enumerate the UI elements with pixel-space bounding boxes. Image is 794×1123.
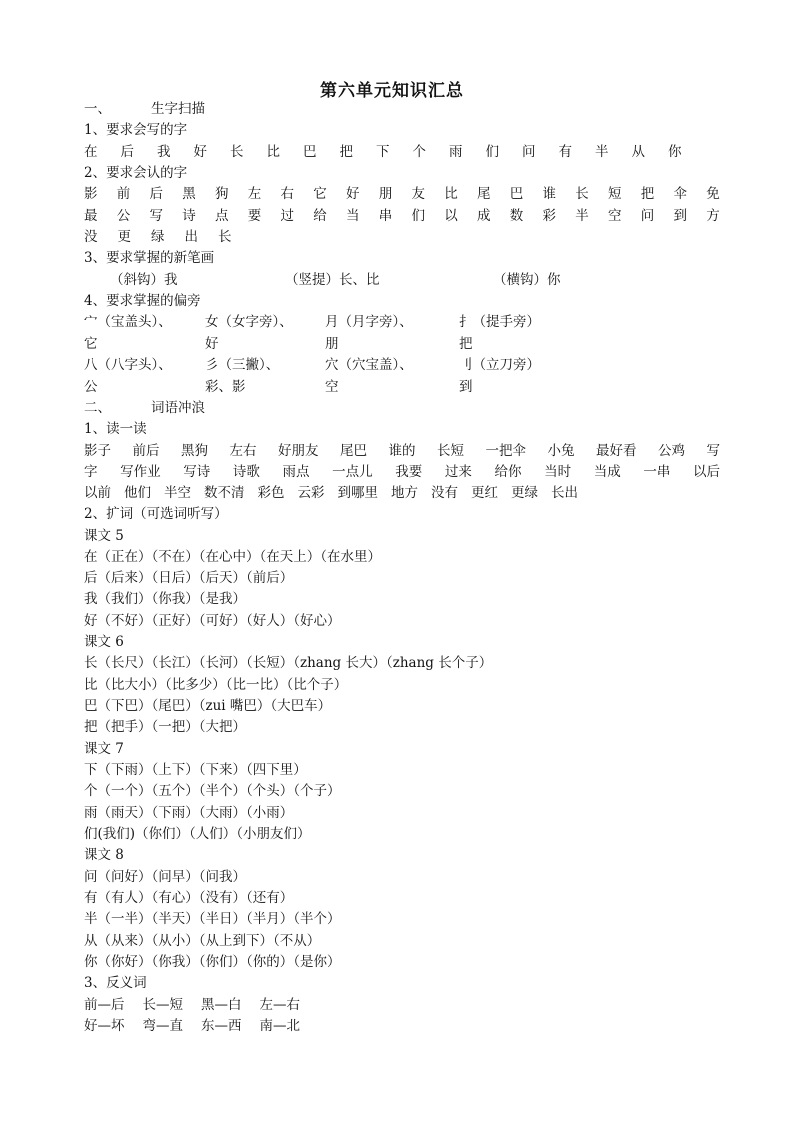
char-item: 们 xyxy=(411,208,425,224)
char-item: 绿 xyxy=(151,229,165,245)
section-number: 一、 xyxy=(84,101,111,117)
antonym-row xyxy=(84,1017,318,1035)
antonym-pair: 长—短 xyxy=(142,997,183,1013)
word-item: 云彩 xyxy=(297,485,325,501)
section-1-heading xyxy=(84,100,205,118)
char-item: 写 xyxy=(149,208,163,224)
word-item: 诗歌 xyxy=(232,464,260,480)
char-item: 彩 xyxy=(542,208,556,224)
antonym-pair: 前—后 xyxy=(84,997,125,1013)
char-item: 长 xyxy=(218,229,232,245)
expansion-line: 在（正在）（不在）（在心中）（在天上）（在水里） xyxy=(84,549,381,565)
expansion-line: 你（你好）（你我）（你们）（你的）（是你） xyxy=(84,954,341,970)
antonym-pair: 东—西 xyxy=(201,1018,242,1034)
word-item: 没有 xyxy=(431,485,458,501)
char-item: 公 xyxy=(116,208,131,224)
word-item: 更红 xyxy=(471,485,498,501)
word-item: 长短 xyxy=(437,443,464,459)
read-chars-row xyxy=(84,228,252,246)
char-item: 巴 xyxy=(303,144,317,160)
char-item: 比 xyxy=(266,144,280,160)
word-item: 过来 xyxy=(444,464,472,480)
word-item: 写诗 xyxy=(183,464,211,480)
antonym-label: 3、反义词 xyxy=(84,975,147,991)
char-item: 我 xyxy=(157,144,171,160)
radical-item: 穴（穴宝盖）、 xyxy=(325,357,413,373)
radical-example: 空 xyxy=(325,379,339,395)
char-item: 们 xyxy=(485,144,499,160)
lesson-heading: 课文 8 xyxy=(84,847,124,863)
char-item: 到 xyxy=(673,208,687,224)
antonym-pair: 左—右 xyxy=(259,997,300,1013)
radical-item: 彡（三撇）、 xyxy=(205,357,280,373)
char-item: 好 xyxy=(193,144,207,160)
expansion-line: 们(我们)（你们）（人们）（小朋友们） xyxy=(84,826,311,842)
radical-example: 到 xyxy=(459,379,473,395)
char-item: 雨 xyxy=(449,144,463,160)
expansion-line: 后（后来）（日后）（后天）（前后） xyxy=(84,570,294,586)
radical-example: 它 xyxy=(84,336,98,352)
char-item: 谁 xyxy=(542,186,556,202)
antonym-pair: 南—北 xyxy=(259,1018,300,1034)
words-row xyxy=(84,463,720,481)
radical-item: 八（八字头）、 xyxy=(84,357,172,373)
char-item: 黑 xyxy=(182,186,196,202)
word-item: 影子 xyxy=(84,443,111,459)
section-number: 二、 xyxy=(84,400,111,416)
word-item: 好朋友 xyxy=(278,443,319,459)
stroke-item: （竖提）长、比 xyxy=(285,272,380,288)
char-item: 点 xyxy=(215,208,229,224)
word-item: 最好看 xyxy=(596,443,637,459)
char-item: 长 xyxy=(230,144,244,160)
char-item: 狗 xyxy=(215,186,229,202)
radical-example: 好 xyxy=(205,336,219,352)
word-item: 以后 xyxy=(693,464,720,480)
expansion-line: 半（一半）（半天）（半日）（半月）（半个） xyxy=(84,911,341,927)
char-item: 友 xyxy=(411,186,425,202)
lesson-heading: 课文 6 xyxy=(84,634,124,650)
char-item: 好 xyxy=(346,186,360,202)
char-item: 朋 xyxy=(378,186,393,202)
char-item: 下 xyxy=(376,144,390,160)
char-item: 有 xyxy=(558,144,572,160)
write-chars-row xyxy=(84,143,705,161)
word-item: 前后 xyxy=(132,443,160,459)
expansion-line: 巴（下巴）（尾巴）（zui 嘴巴）（大巴车） xyxy=(84,698,332,714)
char-item: 没 xyxy=(84,229,98,245)
char-item: 把 xyxy=(640,186,655,202)
write-chars-label: 1、要求会写的字 xyxy=(84,122,188,138)
char-item: 空 xyxy=(608,208,622,224)
stroke-item: （斜钩）我 xyxy=(110,272,178,288)
radical-item: 月（月字旁）、 xyxy=(325,314,413,330)
char-item: 后 xyxy=(120,144,134,160)
char-item: 串 xyxy=(378,208,393,224)
char-item: 从 xyxy=(631,144,645,160)
radical-item: 扌（提手旁） xyxy=(459,314,540,330)
lesson-heading: 课文 7 xyxy=(84,741,124,757)
read-chars-row xyxy=(84,185,720,203)
read-chars-label: 2、要求会认的字 xyxy=(84,165,188,181)
word-item: 长出 xyxy=(551,485,578,501)
word-item: 地方 xyxy=(391,485,418,501)
expansion-line: 有（有人）（有心）（没有）（还有） xyxy=(84,890,294,906)
radical-example: 朋 xyxy=(325,336,339,352)
char-item: 短 xyxy=(608,186,622,202)
section-title: 词语冲浪 xyxy=(151,400,205,416)
char-item: 最 xyxy=(84,208,98,224)
words-row xyxy=(84,442,720,460)
char-item: 巴 xyxy=(509,186,524,202)
word-item: 谁的 xyxy=(388,443,416,459)
word-item: 我要 xyxy=(395,464,423,480)
char-item: 影 xyxy=(84,186,98,202)
word-item: 一点儿 xyxy=(332,464,373,480)
word-item: 到哪里 xyxy=(337,485,378,501)
expansion-line: 好（不好）（正好）（可好）（好人）（好心） xyxy=(84,613,341,629)
read-words-label: 1、读一读 xyxy=(84,421,147,437)
word-item: 一把伞 xyxy=(485,443,526,459)
expansion-line: 我（我们）（你我）（是我） xyxy=(84,591,246,607)
expansion-line: 个（一个）（五个）（半个）（个头）（个子） xyxy=(84,783,341,799)
word-item: 字 xyxy=(84,464,98,480)
antonym-pair: 黑—白 xyxy=(201,997,242,1013)
char-item: 你 xyxy=(668,144,682,160)
word-item: 公鸡 xyxy=(658,443,685,459)
char-item: 个 xyxy=(412,144,426,160)
word-item: 他们 xyxy=(124,485,151,501)
char-item: 出 xyxy=(184,229,198,245)
word-item: 半空 xyxy=(164,485,191,501)
radical-item: 女（女字旁）、 xyxy=(205,314,293,330)
word-item: 小兔 xyxy=(547,443,575,459)
word-item: 左右 xyxy=(229,443,257,459)
char-item: 左 xyxy=(247,186,262,202)
char-item: 比 xyxy=(444,186,458,202)
expansion-line: 雨（雨天）（下雨）（大雨）（小雨） xyxy=(84,805,294,821)
word-item: 写 xyxy=(706,443,720,459)
expand-label: 2、扩词（可选词听写） xyxy=(84,506,228,522)
char-item: 半 xyxy=(575,208,589,224)
word-item: 尾巴 xyxy=(340,443,367,459)
char-item: 右 xyxy=(280,186,294,202)
radical-example: 把 xyxy=(459,336,473,352)
word-item: 当成 xyxy=(593,464,621,480)
char-item: 过 xyxy=(280,208,294,224)
char-item: 问 xyxy=(522,144,536,160)
page-title: 第六单元知识汇总 xyxy=(320,81,464,101)
char-item: 长 xyxy=(575,186,589,202)
char-item: 问 xyxy=(640,208,655,224)
char-item: 要 xyxy=(247,208,262,224)
word-item: 更绿 xyxy=(511,485,538,501)
word-item: 给你 xyxy=(494,464,522,480)
char-item: 给 xyxy=(313,208,327,224)
word-item: 雨点 xyxy=(282,464,310,480)
antonym-row xyxy=(84,996,318,1014)
char-item: 半 xyxy=(595,144,609,160)
word-item: 一串 xyxy=(643,464,671,480)
radical-item: 刂（立刀旁） xyxy=(459,357,540,373)
section-2-heading xyxy=(84,399,205,417)
char-item: 后 xyxy=(149,186,163,202)
words-row xyxy=(84,484,591,502)
char-item: 在 xyxy=(84,144,98,160)
char-item: 它 xyxy=(313,186,327,202)
char-item: 方 xyxy=(706,208,720,224)
char-item: 数 xyxy=(509,208,524,224)
word-item: 黑狗 xyxy=(181,443,208,459)
expansion-line: 把（把手）（一把）（大把） xyxy=(84,719,246,735)
expansion-line: 长（长尺）（长江）（长河）（长短）（zhang 长大）（zhang 长个子） xyxy=(84,655,493,671)
word-item: 彩色 xyxy=(257,485,285,501)
radical-item: 宀（宝盖头）、 xyxy=(84,314,172,330)
char-item: 免 xyxy=(706,186,720,202)
antonym-pair: 弯—直 xyxy=(142,1018,183,1034)
radical-example: 彩、影 xyxy=(205,379,246,395)
radical-example: 公 xyxy=(84,379,98,395)
char-item: 把 xyxy=(339,144,353,160)
expansion-line: 问（问好）（问早）（问我） xyxy=(84,869,246,885)
expansion-line: 比（比大小）（比多少）（比一比）（比个子） xyxy=(84,677,348,693)
char-item: 以 xyxy=(444,208,458,224)
char-item: 前 xyxy=(116,186,131,202)
word-item: 以前 xyxy=(84,485,111,501)
word-item: 写作业 xyxy=(120,464,161,480)
char-item: 尾 xyxy=(477,186,491,202)
char-item: 更 xyxy=(117,229,131,245)
char-item: 伞 xyxy=(673,186,687,202)
lesson-heading: 课文 5 xyxy=(84,528,124,544)
char-item: 当 xyxy=(346,208,360,224)
stroke-item: （横钩）你 xyxy=(493,272,561,288)
word-item: 当时 xyxy=(544,464,572,480)
antonym-pair: 好—坏 xyxy=(84,1018,125,1034)
expansion-line: 从（从来）（从小）（从上到下）（不从） xyxy=(84,933,321,949)
stroke-label: 3、要求掌握的新笔画 xyxy=(84,250,215,266)
word-item: 数不清 xyxy=(204,485,245,501)
section-title: 生字扫描 xyxy=(151,101,205,117)
radical-label: 4、要求掌握的偏旁 xyxy=(84,293,201,309)
read-chars-row xyxy=(84,207,720,225)
char-item: 成 xyxy=(477,208,491,224)
expansion-line: 下（下雨）（上下）（下来）（四下里） xyxy=(84,762,307,778)
char-item: 诗 xyxy=(182,208,196,224)
